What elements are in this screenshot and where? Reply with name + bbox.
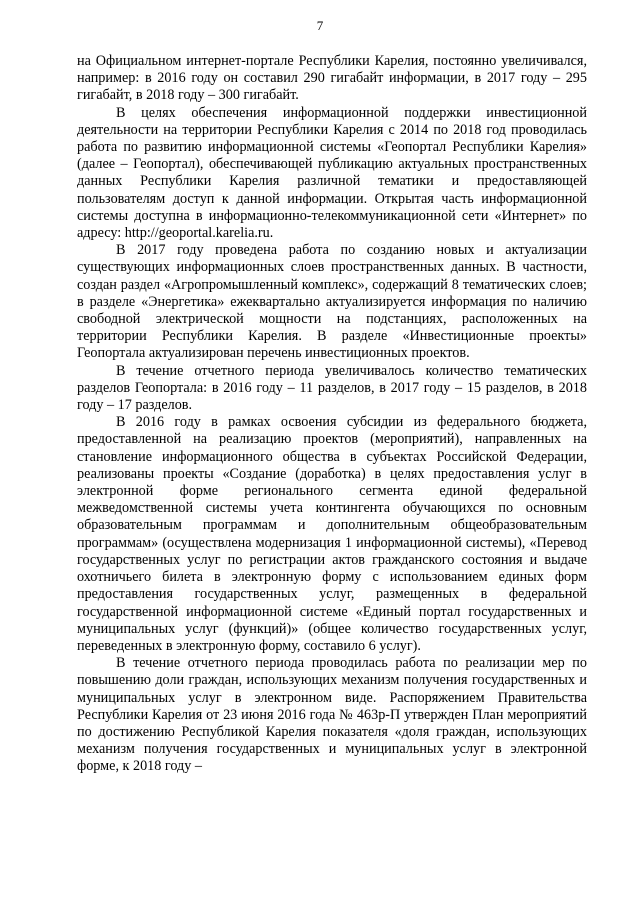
paragraph-6: В течение отчетного периода проводилась работа по реализации мер по повышению доли граждан, использующих механизм получения государственных и муниципальных услуг в электронном виде. Распоряжением Правительства Республики Карелия от 23 июня 2016 года № 463р-П утвержден План мероприятий по достижению Республикой Карелия показателя «доля граждан, использующих механизм получения государственных и муниципальных услуг в электронной форме, к 2018 году – [77, 655, 587, 775]
paragraph-5: В 2016 году в рамках освоения субсидии из федерального бюджета, предоставленной на реализацию проектов (мероприятий), направленных на становление информационного общества в субъектах Российской Федерации, реализованы проекты «Создание (доработка) в целях предоставления услуг в электронной форме регионального сегмента единой федеральной межведомственной системы учета контингента обучающихся по основным образовательным программам и дополнительным общеобразовательным программам» (осуществлена модернизация 1 информационной системы), «Перевод государственных услуг по регистрации актов гражданского состояния и выдаче охотничьего билета в электронную форму с использованием единых форм предоставления государственных услуг, размещенных в федеральной государственной информационной системе «Единый портал государственных и муниципальных услуг (функций)» (общее количество государственных услуг, переведенных в электронную форму, составило 6 услуг). [77, 414, 587, 654]
body-text [77, 53, 587, 776]
page-number: 7 [316, 18, 324, 33]
paragraph-3: В 2017 году проведена работа по созданию новых и актуализации существующих информационных слоев пространственных данных. В частности, создан раздел «Агропромышленный комплекс», содержащий 8 тематических слоев; в разделе «Энергетика» ежеквартально актуализируется информация по наличию свободной электрической мощности на подстанциях, расположенных на территории Республики Карелия. В разделе «Инвестиционные проекты» Геопортала актуализирован перечень инвестиционных проектов. [77, 242, 587, 362]
paragraph-2: В целях обеспечения информационной поддержки инвестиционной деятельности на территории Республики Карелия с 2014 по 2018 год проводилась работа по развитию информационной системы «Геопортал Республики Карелия» (далее – Геопортал), обеспечивающей публикацию актуальных пространственных данных Республики Карелия различной тематики и предоставляющей пользователям доступ к данной информации. Открытая часть информационной системы доступна в информационно-телекоммуникационной сети «Интернет» по адресу: http://geoportal.karelia.ru. [77, 104, 587, 242]
paragraph-4: В течение отчетного периода увеличивалось количество тематических разделов Геопортала: в 2016 году – 11 разделов, в 2017 году – 15 разделов, в 2018 году – 17 разделов. [77, 362, 587, 414]
paragraph-1: на Официальном интернет-портале Республики Карелия, постоянно увеличивался, например: в 2016 году он составил 290 гигабайт информации, в 2017 году – 295 гигабайт, в 2018 году – 300 гигабайт. [77, 53, 587, 104]
